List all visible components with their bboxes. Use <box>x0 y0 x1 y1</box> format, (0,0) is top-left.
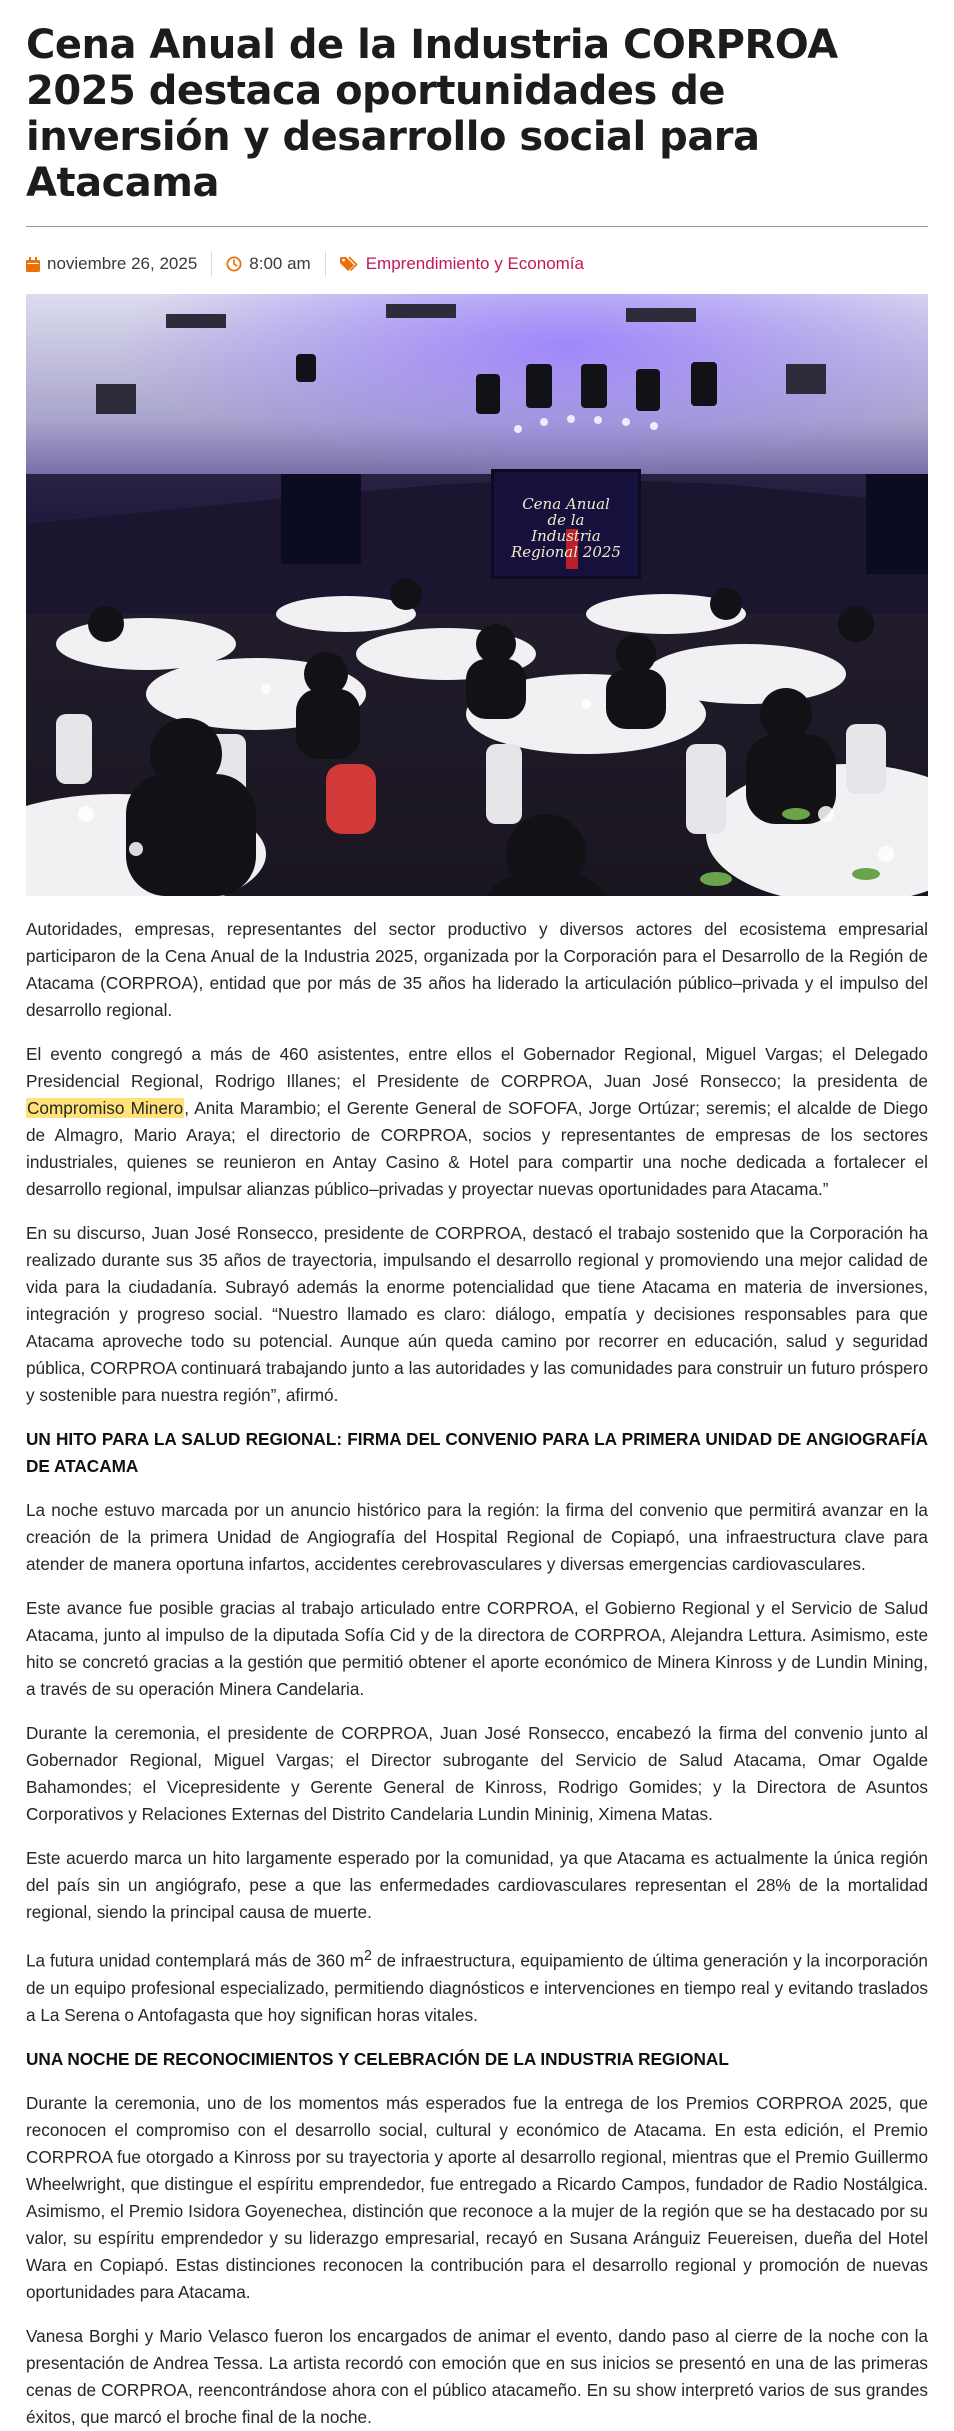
meta-separator <box>211 251 212 277</box>
article-time: 8:00 am <box>249 254 311 273</box>
article-paragraph: Durante la ceremonia, el presidente de CORPROA, Juan José Ronsecco, encabezó la firma del convenio junto al Gobernador Regional, Miguel Vargas; el Director subrogante del Servicio de Salud Atacama, Omar Ogalde Bahamondes; el Vicepresidente y Gerente General de Kinross, Rodrigo Gomides; y la Directora de Asuntos Corporativos y Relaciones Externas del Distrito Candelaria Lundin Mininig, Ximena Matas. <box>26 1723 928 1824</box>
paragraph-text: El evento congregó a más de 460 asistentes, entre ellos el Gobernador Regional, Miguel Vargas; el Delegado Presidencial Regional, Rodrigo Illanes; el Presidente de CORPROA, Juan José Ronsecco; la presidenta de <box>26 1044 928 1091</box>
highlighted-link[interactable]: Compromiso Minero <box>27 1098 184 1118</box>
title-divider <box>26 226 928 227</box>
meta-separator <box>325 251 326 277</box>
article-paragraph: Este avance fue posible gracias al trabajo articulado entre CORPROA, el Gobierno Regional y el Servicio de Salud Atacama, junto al impulso de la diputada Sofía Cid y de la directora de CORPROA, Alejandra Lettura. Asimismo, este hito se concretó gracias a la gestión que permitió obtener el aporte económico de Minera Kinross y de Lundin Mining, a través de su operación Minera Candelaria. <box>26 1598 928 1699</box>
article <box>26 0 928 2431</box>
meta-date <box>26 254 197 274</box>
article-meta <box>26 251 928 277</box>
article-paragraph <box>26 1041 928 1203</box>
meta-category[interactable] <box>340 254 584 274</box>
article-paragraph: Este acuerdo marca un hito largamente esperado por la comunidad, ya que Atacama es actualmente la única región del país sin un angiógrafo, pese a que las enfermedades cardiovasculares representan el 28% de la mortalidad regional, siendo la principal causa de muerte. <box>26 1848 928 1922</box>
section-heading: UN HITO PARA LA SALUD REGIONAL: FIRMA DEL CONVENIO PARA LA PRIMERA UNIDAD DE ANGIOGRAFÍA DE ATACAMA <box>26 1429 928 1476</box>
category-link[interactable]: Emprendimiento y Economía <box>365 254 584 273</box>
article-date: noviembre 26, 2025 <box>47 254 198 273</box>
event-photo <box>26 294 928 896</box>
paragraph-text: , Anita Marambio; el Gerente General de SOFOFA, Jorge Ortúzar; seremis; el alcalde de Diego de Almagro, Mario Araya; el directorio de CORPROA, socios y representantes de empresas de los sectores industriales, quienes se reunieron en Antay Casino & Hotel para compartir una noche dedicada a fortalecer el desarrollo regional, impulsar alianzas público–privadas y proyectar nuevas oportunidades para Atacama.” <box>26 1098 928 1199</box>
clock-icon <box>226 256 242 272</box>
article-paragraph: Durante la ceremonia, uno de los momentos más esperados fue la entrega de los Premios CORPROA 2025, que reconocen el compromiso con el desarrollo social, cultural y económico de Atacama. En esta edición, el Premio CORPROA fue otorgado a Kinross por su trayectoria y aporte al desarrollo regional, mientras que el Premio Guillermo Wheelwright, que distingue el espíritu emprendedor, fue entregado a Ricardo Campos, fundador de Radio Nostálgica. Asimismo, el Premio Isidora Goyenechea, distinción que reconoce a la mujer de la región que se ha destacado por su valor, su espíritu emprendedor y su liderazgo empresarial, recayó en Susana Aránguiz Feuereisen, dueña del Hotel Wara en Copiapó. Estas distinciones reconocen la contribución para el desarrollo regional y promoción de nuevas oportunidades para Atacama. <box>26 2092 928 2302</box>
stage-screen-text: Cena Anual de la Industria Regional 2025 <box>511 495 621 561</box>
article-body <box>26 916 928 2431</box>
article-paragraph: La noche estuvo marcada por un anuncio histórico para la región: la firma del convenio que permitirá avanzar en la creación de la primera Unidad de Angiografía del Hospital Regional de Copiapó, una infraestructura clave para atender de manera oportuna infartos, accidentes cerebrovasculares y diversas emergencias cardiovasculares. <box>26 1500 928 1574</box>
superscript: 2 <box>364 1948 372 1964</box>
paragraph-text: de infraestructura, equipamiento de última generación y la incorporación de un equipo profesional especializado, permitiendo diagnósticos e intervenciones en tiempo real y evitando traslados a La Serena o Antofagasta que hoy significan horas vitales. <box>26 1950 928 2025</box>
article-paragraph: En su discurso, Juan José Ronsecco, presidente de CORPROA, destacó el trabajo sostenido que la Corporación ha realizado durante sus 35 años de trayectoria, impulsando el desarrollo regional y promoviendo una mejor calidad de vida para la ciudadanía. Subrayó además la enorme potencialidad que tiene Atacama en materia de inversiones, integración y progreso social. “Nuestro llamado es claro: diálogo, empatía y decisiones responsables para que Atacama aproveche todo su potencial. Aunque aún queda camino por recorrer en educación, salud y seguridad pública, CORPROA continuará trabajando junto a las autoridades y las comunidades para construir un futuro próspero y sostenible para nuestra región”, afirmó. <box>26 1223 928 1405</box>
tags-icon <box>340 256 359 272</box>
calendar-icon <box>26 257 40 272</box>
article-paragraph: Autoridades, empresas, representantes del sector productivo y diversos actores del ecosistema empresarial participaron de la Cena Anual de la Industria 2025, organizada por la Corporación para el Desarrollo de la Región de Atacama (CORPROA), entidad que por más de 35 años ha liderado la articulación público–privada y el impulso del desarrollo regional. <box>26 919 928 1020</box>
article-paragraph <box>26 1943 928 2029</box>
section-heading: UNA NOCHE DE RECONOCIMIENTOS Y CELEBRACIÓN DE LA INDUSTRIA REGIONAL <box>26 2048 729 2069</box>
meta-time <box>226 254 310 274</box>
paragraph-text: La futura unidad contemplará más de 360 m <box>26 1950 364 1971</box>
article-title: Cena Anual de la Industria CORPROA 2025 destaca oportunidades de inversión y desarrollo social para Atacama <box>26 22 838 206</box>
article-paragraph: Vanesa Borghi y Mario Velasco fueron los encargados de animar el evento, dando paso al cierre de la noche con la presentación de Andrea Tessa. La artista recordó con emoción que en sus inicios se presentó en una de las primeras cenas de CORPROA, reencontrándose ahora con el público atacameño. En su show interpretó varios de sus grandes éxitos, que marcó el broche final de la noche. <box>26 2325 928 2427</box>
